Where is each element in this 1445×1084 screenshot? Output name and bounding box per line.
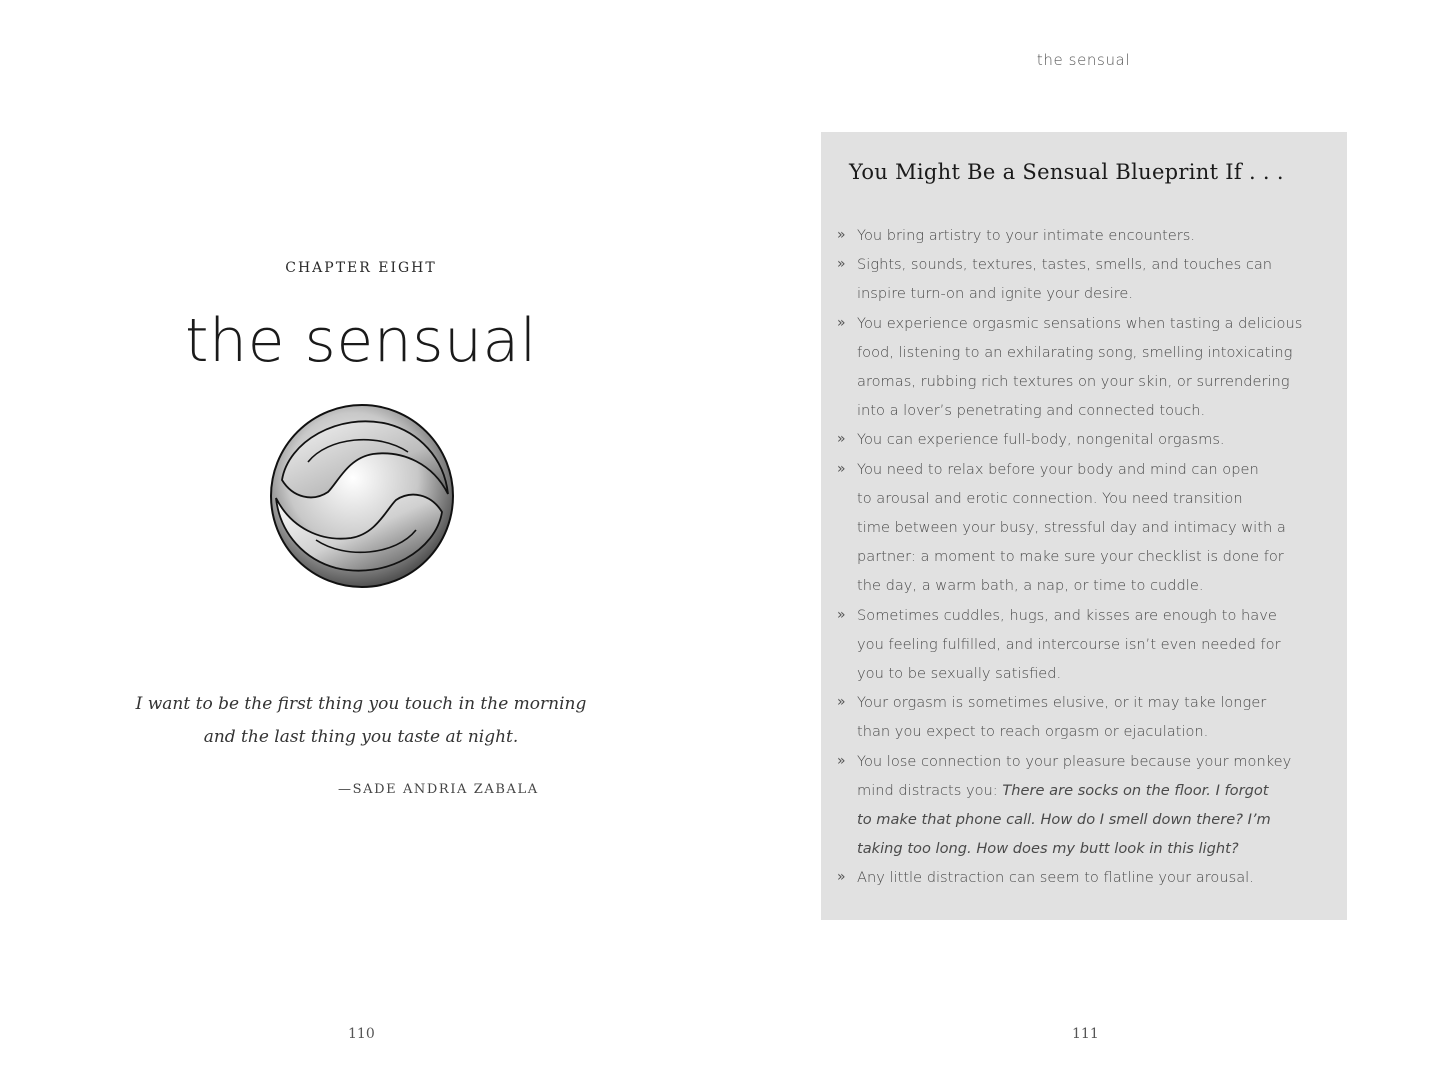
bullet-icon: » <box>837 606 846 623</box>
list-item <box>837 601 1327 689</box>
page-number: 111 <box>1072 1026 1099 1042</box>
chapter-title: the sensual <box>185 306 537 376</box>
item-line: food, listening to an exhilarating song, smelling intoxicating <box>857 343 1293 361</box>
list-item <box>837 221 1327 250</box>
bullet-icon: » <box>837 227 846 243</box>
list-item <box>837 455 1327 601</box>
running-head: the sensual <box>1036 51 1131 69</box>
item-line: inspire turn-on and ignite your desire. <box>857 285 1134 303</box>
epigraph-line: and the last thing you taste at night. <box>203 727 519 747</box>
item-line: You bring artistry to your intimate encounters. <box>857 227 1196 244</box>
epigraph-line: I want to be the first thing you touch in the morning <box>135 694 587 714</box>
item-line: into a lover’s penetrating and connected touch. <box>857 402 1206 420</box>
left-page <box>0 0 722 1084</box>
bullet-icon: » <box>837 314 846 331</box>
item-line: Sometimes cuddles, hugs, and kisses are enough to have <box>857 606 1277 624</box>
bullet-icon: » <box>837 869 846 886</box>
item-line: You can experience full-body, nongenital orgasms. <box>857 431 1225 449</box>
item-line: You need to relax before your body and mind can open <box>857 460 1259 478</box>
right-page <box>722 0 1445 1084</box>
bullet-icon: » <box>837 460 846 477</box>
item-line-italic: taking too long. How does my butt look in this light? <box>857 840 1239 858</box>
sidebar-heading: You Might Be a Sensual Blueprint If . . . <box>849 160 1284 184</box>
item-line: the day, a warm bath, a nap, or time to cuddle. <box>857 577 1204 595</box>
list-item <box>837 863 1327 892</box>
epigraph-quote <box>0 688 722 754</box>
bullet-icon: » <box>837 694 846 711</box>
plain-text: mind distracts you: <box>857 781 1003 799</box>
item-line: you to be sexually satisfied. <box>857 665 1062 683</box>
sidebar-list <box>837 221 1327 893</box>
list-item <box>837 250 1327 308</box>
italic-text: There are socks on the floor. I forgot <box>1002 781 1269 799</box>
item-line: aromas, rubbing rich textures on your skin, or surrendering <box>857 373 1290 391</box>
item-line-italic: to make that phone call. How do I smell down there? I’m <box>857 811 1271 829</box>
item-line: Any little distraction can seem to flatline your arousal. <box>857 869 1254 887</box>
sidebar-box <box>821 132 1347 920</box>
chapter-label: CHAPTER EIGHT <box>285 260 437 276</box>
list-item <box>837 747 1327 864</box>
item-line: time between your busy, stressful day and intimacy with a <box>857 519 1286 537</box>
list-item <box>837 688 1327 746</box>
list-item <box>837 309 1327 426</box>
bullet-icon: » <box>837 256 846 273</box>
item-line-mixed <box>857 776 1327 805</box>
yin-yang-wave-sphere-icon <box>268 402 456 590</box>
list-item <box>837 425 1327 454</box>
item-line: You lose connection to your pleasure because your monkey <box>857 752 1292 770</box>
page-number: 110 <box>348 1026 375 1042</box>
bullet-icon: » <box>837 752 846 769</box>
item-line: Sights, sounds, textures, tastes, smells, and touches can <box>857 256 1273 274</box>
item-line: You experience orgasmic sensations when tasting a delicious <box>857 314 1303 332</box>
item-line: to arousal and erotic connection. You need transition <box>857 489 1243 507</box>
epigraph-attribution: —SADE ANDRIA ZABALA <box>338 782 539 797</box>
bullet-icon: » <box>837 431 846 448</box>
item-line: partner: a moment to make sure your checklist is done for <box>857 548 1284 566</box>
item-line: Your orgasm is sometimes elusive, or it may take longer <box>857 694 1267 712</box>
item-line: you feeling fulfilled, and intercourse isn’t even needed for <box>857 635 1281 653</box>
item-line: than you expect to reach orgasm or ejaculation. <box>857 723 1209 741</box>
